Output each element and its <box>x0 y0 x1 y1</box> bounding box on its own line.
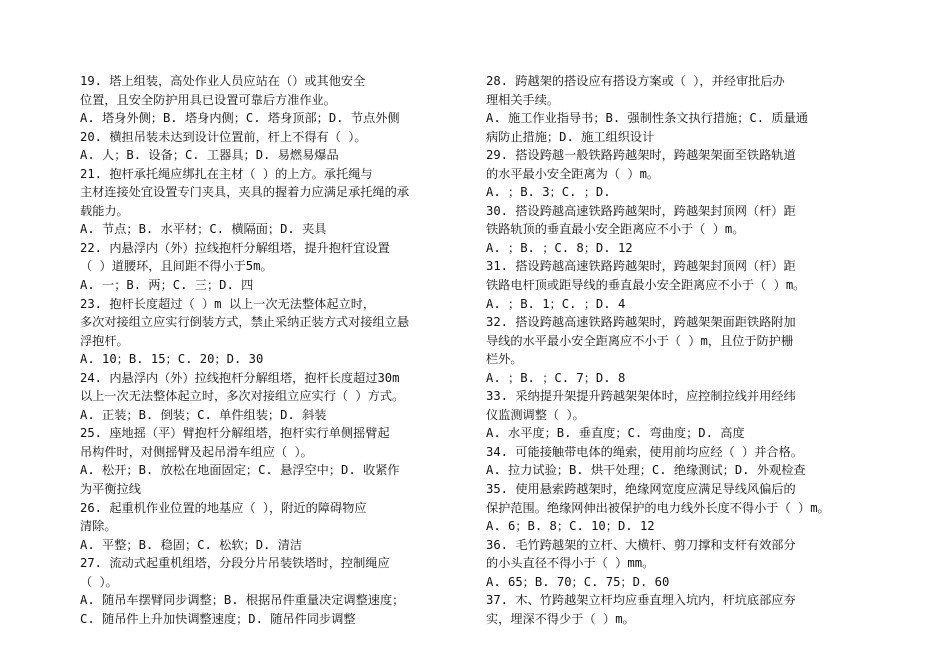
right-column-text-line: 导线的水平最小安全距离应不小于（ ）m，且位于防护栅 <box>486 333 794 348</box>
left-column-text-line: A. 平整；B. 稳固；C. 松软；D. 清洁 <box>80 537 303 552</box>
right-column-text-line: 铁路电杆顶或距导线的垂直最小安全距离应不小于（ ）m。 <box>486 278 806 293</box>
right-column-text-line: A. 拉力试验；B. 烘干处理；C. 绝缘测试；D. 外观检查 <box>486 463 806 478</box>
right-column-text-line: 35. 使用悬索跨越架时，绝缘网宽度应满足导线风偏后的 <box>486 482 796 497</box>
right-column-text-line: 保护范围。绝缘网伸出被保护的电力线外长度不得小于（ ）m。 <box>486 500 830 515</box>
left-column-text-line: 清除。 <box>80 519 117 534</box>
left-column-text-line: 21. 抱杆承托绳应绑扎在主材（ ）的上方。承托绳与 <box>80 166 373 181</box>
right-column-text-line: 37. 木、竹跨越架立杆均应垂直埋入坑内，杆坑底部应夯 <box>486 593 796 608</box>
left-column-text-line: （ ）。 <box>80 574 118 589</box>
left-column-text-line: A. 一；B. 两；C. 三；D. 四 <box>80 278 254 293</box>
right-column-text-line: A. 65；B. 70；C. 75；D. 60 <box>486 574 670 589</box>
left-column-text-line: （ ）道腰环，且间距不得小于5m。 <box>80 259 273 274</box>
right-column-text-line: 36. 毛竹跨越架的立杆、大横杆、剪刀撑和支杆有效部分 <box>486 537 796 552</box>
right-column-text-line: A. ；B. ；C. 8；D. 12 <box>486 240 633 255</box>
left-column-text-line: 载能力。 <box>80 203 129 218</box>
left-column-text-line: A. 随吊车摆臂同步调整；B. 根据吊件重量决定调整速度； <box>80 593 405 608</box>
right-column-text-line: 30. 搭设跨越高速铁路跨越架时，跨越架封顶网（杆）距 <box>486 203 796 218</box>
left-column-text-line: 27. 流动式起重机组塔，分段分片吊装铁塔时，控制绳应 <box>80 556 390 571</box>
right-column-text-line: 31. 搭设跨越高速铁路跨越架时，跨越架封顶网（杆）距 <box>486 259 796 274</box>
left-column-text-line: 主材连接处宜设置专门夹具，夹具的握着力应满足承托绳的承 <box>80 185 410 200</box>
left-column-text-line: 24. 内悬浮内（外）拉线抱杆分解组塔，抱杆长度超过30m <box>80 370 400 385</box>
left-column-text-line: 浮抱杆。 <box>80 333 129 348</box>
left-column-text-line: 20. 横担吊装未达到设计位置前，杆上不得有（ ）。 <box>80 129 367 144</box>
right-column-text-line: 铁路轨顶的垂直最小安全距离应不小于（ ）m。 <box>486 222 745 237</box>
left-column-text-line: 25. 座地摇（平）臂抱杆分解组塔，抱杆实行单侧摇臂起 <box>80 426 390 441</box>
left-column-text-line: 22. 内悬浮内（外）拉线抱杆分解组塔，提升抱杆宜设置 <box>80 240 390 255</box>
right-column-text-line: 病防止措施；D. 施工组织设计 <box>486 129 655 144</box>
right-column-text-line: A. ；B. 1；C. ；D. 4 <box>486 296 626 311</box>
right-column-text-line: 33. 采纳提升架提升跨越架架体时，应控制拉线并用经纬 <box>486 389 796 404</box>
right-column-text-line: 29. 搭设跨越一般铁路跨越架时，跨越架架面至铁路轨道 <box>486 148 796 163</box>
right-column-text-line: 栏外。 <box>486 352 523 367</box>
left-column-text-line: 26. 起重机作业位置的地基应（ ），附近的障碍物应 <box>80 500 367 515</box>
right-column-text-line: A. 施工作业指导书；B. 强制性条文执行措施；C. 质量通 <box>486 111 808 126</box>
left-text-column <box>80 72 472 628</box>
right-column-text-line: A. 水平度；B. 垂直度；C. 弯曲度；D. 高度 <box>486 426 745 441</box>
right-column-text-line: 的水平最小安全距离为（ ）m。 <box>486 166 660 181</box>
right-column-text-line: 实，埋深不得少于（ ）m。 <box>486 611 635 626</box>
left-column-text-line: A. 节点；B. 水平材；C. 横隔面；D. 夹具 <box>80 222 327 237</box>
left-column-text-line: A. 人；B. 设备；C. 工器具；D. 易燃易爆品 <box>80 148 339 163</box>
left-column-text-line: C. 随吊件上升加快调整速度；D. 随吊件同步调整 <box>80 611 356 626</box>
left-column-text-line: A. 正装；B. 倒装；C. 单件组装；D. 斜装 <box>80 407 327 422</box>
right-column-text-line: 的小头直径不得小于（ ）mm。 <box>486 556 655 571</box>
left-column-text-line: 位置，且安全防护用具已设置可靠后方准作业。 <box>80 92 336 107</box>
right-column-text-line: 34. 可能接触带电体的绳索，使用前均应经（ ）并合格。 <box>486 444 803 459</box>
left-column-text-line: 为平衡拉线 <box>80 482 141 497</box>
right-column-text-line: A. ；B. ；C. 7；D. 8 <box>486 370 626 385</box>
left-column-text-line: A. 10；B. 15；C. 20；D. 30 <box>80 352 264 367</box>
left-column-text-line: A. 松开；B. 放松在地面固定；C. 悬浮空中；D. 收紧作 <box>80 463 400 478</box>
right-text-column <box>486 72 886 628</box>
left-column-text-line: A. 塔身外侧；B. 塔身内侧；C. 塔身顶部；D. 节点外侧 <box>80 111 400 126</box>
right-column-text-line: A. ；B. 3；C. ；D. <box>486 185 611 200</box>
left-column-text-line: 以上一次无法整体起立时，多次对接组立应实行（ ）方式。 <box>80 389 405 404</box>
left-column-text-line: 19. 塔上组装，高处作业人员应站在（）或其他安全 <box>80 74 366 88</box>
left-column-text-line: 多次对接组立应实行倒装方式，禁止采纳正装方式对接组立悬 <box>80 315 410 330</box>
left-column-text-line: 吊构件时，对侧摇臂及起吊滑车组应（ ）。 <box>80 444 313 459</box>
right-column-text-line: 28. 跨越架的搭设应有搭设方案或（ ），并经审批后办 <box>486 74 785 88</box>
right-column-text-line: A. 6；B. 8；C. 10；D. 12 <box>486 519 655 534</box>
right-column-text-line: 仪监测调整（ ）。 <box>486 407 585 422</box>
right-column-text-line: 32. 搭设跨越高速铁路跨越架时，跨越架架面距铁路附加 <box>486 315 796 330</box>
right-column-text-line: 理相关手续。 <box>486 92 560 107</box>
left-column-text-line: 23. 抱杆长度超过（ ）m 以上一次无法整体起立时， <box>80 296 376 311</box>
